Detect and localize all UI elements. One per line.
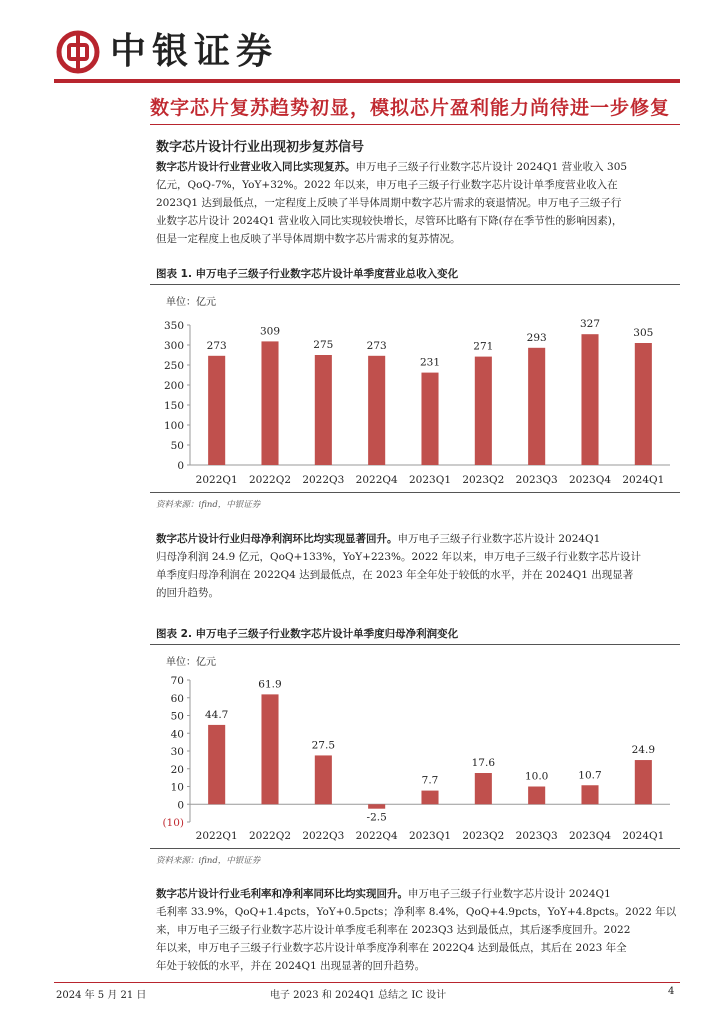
paragraph-line: 申万电子三级子行业数字芯片设计 2024Q1	[397, 533, 601, 545]
data-label: 271	[473, 340, 494, 353]
y-tick-label: 10	[170, 781, 184, 794]
paragraph-margins	[156, 885, 680, 975]
x-tick-label: 2023Q1	[408, 830, 452, 842]
figure2-top-rule	[150, 644, 680, 645]
y-tick-label: 50	[170, 440, 184, 452]
x-tick-label: 2024Q1	[622, 830, 665, 842]
figure2-source: 资料来源：ifind，中银证券	[156, 856, 261, 866]
bar	[475, 357, 492, 465]
y-tick-label: 0	[177, 799, 184, 812]
section-title: 数字芯片设计行业出现初步复苏信号	[156, 140, 365, 155]
bar	[475, 773, 492, 804]
y-tick-label: (10)	[162, 817, 184, 829]
data-label: 231	[419, 356, 441, 369]
data-label: 305	[633, 327, 654, 339]
bar	[261, 694, 278, 804]
figure1-title: 图表 1. 申万电子三级子行业数字芯片设计单季度营业总收入变化	[156, 268, 459, 280]
bar	[635, 760, 652, 804]
y-tick-label: 20	[170, 763, 184, 776]
bar	[421, 791, 438, 805]
figure1-chart	[150, 310, 680, 490]
paragraph-line: 业数字芯片设计 2024Q1 营业收入同比实现较快增长，尽管环比略有下降(存在季节性的影响因素)，	[156, 215, 623, 227]
data-label: 293	[526, 331, 547, 344]
x-tick-label: 2022Q4	[355, 474, 398, 486]
paragraph-lead: 数字芯片设计行业归母净利润环比均实现显著回升。	[156, 533, 398, 545]
paragraph-lead: 数字芯片设计行业毛利率和净利率同环比均实现回升。	[156, 888, 408, 900]
figure1-source: 资料来源：ifind，中银证券	[156, 500, 261, 510]
x-tick-label: 2022Q3	[302, 474, 345, 486]
footer-doc-title: 电子 2023 和 2024Q1 总结之 IC 设计	[270, 990, 447, 1001]
paragraph-line: 毛利率 33.9%，QoQ+1.4pcts，YoY+0.5pcts；净利率 8.4%，QoQ+4.9pcts，YoY+4.8pcts。2022 年以	[156, 906, 677, 918]
bar	[368, 356, 385, 465]
data-label: 273	[206, 339, 227, 352]
data-label: 309	[259, 325, 281, 338]
paragraph-line: 的回升趋势。	[156, 587, 219, 599]
data-label: 273	[366, 339, 387, 352]
footer-page-number: 4	[668, 986, 675, 997]
bar	[208, 725, 225, 804]
paragraph-line: 归母净利润 24.9 亿元，QoQ+133%，YoY+223%。2022 年以来，申万电子三级子行业数字芯片设计	[156, 551, 642, 563]
x-tick-label: 2022Q3	[302, 830, 345, 842]
data-label: 10.7	[578, 769, 602, 782]
brand-name: 中银证券	[110, 31, 279, 72]
data-label: 61.9	[258, 678, 282, 691]
headline-rule	[150, 124, 680, 125]
figure1-bottom-rule	[150, 492, 680, 493]
bar	[261, 341, 278, 465]
paragraph-line: 申万电子三级子行业数字芯片设计 2024Q1 营业收入 305	[355, 161, 628, 173]
x-tick-label: 2024Q1	[622, 474, 665, 486]
x-tick-label: 2023Q4	[568, 830, 612, 842]
paragraph-line: 2023Q1 达到最低点，一定程度上反映了半导体周期中数字芯片需求的衰退情况。申万电子三级子行	[156, 197, 622, 209]
figure1-top-rule	[150, 284, 680, 285]
x-tick-label: 2023Q4	[568, 474, 612, 486]
bar	[635, 343, 652, 465]
data-label: 327	[579, 318, 601, 331]
y-tick-label: 250	[163, 360, 184, 372]
paragraph-line: 申万电子三级子行业数字芯片设计 2024Q1	[408, 888, 611, 900]
bar	[528, 787, 545, 805]
paragraph-line: 单季度归母净利润在 2022Q4 达到最低点，在 2023 年全年处于较低的水平，并在 2024Q1 出现显著	[156, 569, 634, 581]
bar	[581, 334, 598, 465]
paragraph-line: 但是一定程度上也反映了半导体周期中数字芯片需求的复苏情况。	[156, 233, 461, 245]
y-tick-label: 50	[170, 710, 184, 723]
x-tick-label: 2023Q1	[408, 474, 452, 486]
paragraph-revenue	[156, 158, 680, 248]
x-tick-label: 2023Q2	[462, 830, 505, 842]
x-tick-label: 2022Q1	[195, 474, 238, 486]
bar	[421, 373, 438, 465]
data-label: 275	[313, 339, 334, 351]
x-tick-label: 2023Q2	[462, 474, 505, 486]
x-tick-label: 2023Q3	[515, 474, 558, 486]
figure2-unit: 单位：亿元	[166, 657, 216, 668]
x-tick-label: 2022Q1	[195, 830, 238, 842]
y-tick-label: 0	[177, 460, 184, 472]
page-headline: 数字芯片复苏趋势初显，模拟芯片盈利能力尚待进一步修复	[150, 97, 671, 119]
data-label: 17.6	[471, 757, 496, 770]
bar	[528, 348, 545, 465]
bar	[315, 755, 332, 804]
paragraph-lead: 数字芯片设计行业营业收入同比实现复苏。	[156, 161, 356, 173]
data-label: -2.5	[366, 811, 387, 824]
data-label: 44.7	[204, 708, 229, 721]
x-tick-label: 2022Q2	[248, 474, 292, 486]
paragraph-line: 年处于较低的水平，并在 2024Q1 出现显著的回升趋势。	[156, 960, 426, 972]
data-label: 27.5	[311, 739, 336, 752]
paragraph-line: 来，申万电子三级子行业数字芯片设计单季度毛利率在 2023Q3 达到最低点，其后逐季度回升。2022	[156, 924, 631, 936]
y-tick-label: 40	[170, 728, 184, 741]
x-tick-label: 2023Q3	[515, 830, 558, 842]
bar	[368, 804, 385, 808]
bar	[315, 355, 332, 465]
y-tick-label: 350	[163, 320, 184, 332]
x-tick-label: 2022Q2	[248, 830, 292, 842]
paragraph-line: 年以来，申万电子三级子行业数字芯片设计单季度净利率在 2022Q4 达到最低点，其后在 2023 年全	[156, 942, 627, 954]
y-tick-label: 150	[163, 400, 184, 412]
bar	[581, 785, 598, 804]
figure2-chart	[150, 670, 680, 846]
figure2-title: 图表 2. 申万电子三级子行业数字芯片设计单季度归母净利润变化	[156, 628, 459, 640]
paragraph-net-profit	[156, 530, 680, 602]
data-label: 7.7	[421, 774, 439, 787]
x-tick-label: 2022Q4	[355, 830, 398, 842]
figure2-bottom-rule	[150, 848, 680, 849]
y-tick-label: 200	[163, 380, 184, 392]
figure1-unit: 单位：亿元	[166, 297, 216, 308]
y-tick-label: 70	[170, 675, 184, 687]
y-tick-label: 30	[170, 746, 184, 758]
y-tick-label: 300	[163, 340, 184, 352]
y-tick-label: 60	[170, 692, 184, 705]
footer-date: 2024 年 5 月 21 日	[56, 990, 147, 1001]
bar	[208, 356, 225, 465]
data-label: 24.9	[631, 744, 656, 757]
bank-of-china-logo-icon	[56, 30, 100, 74]
header-rule	[54, 79, 680, 83]
data-label: 10.0	[524, 770, 549, 783]
paragraph-line: 亿元，QoQ-7%，YoY+32%。2022 年以来，申万电子三级子行业数字芯片设计单季度营业收入在	[156, 179, 618, 191]
y-tick-label: 100	[163, 420, 184, 432]
footer-rule	[54, 982, 680, 983]
